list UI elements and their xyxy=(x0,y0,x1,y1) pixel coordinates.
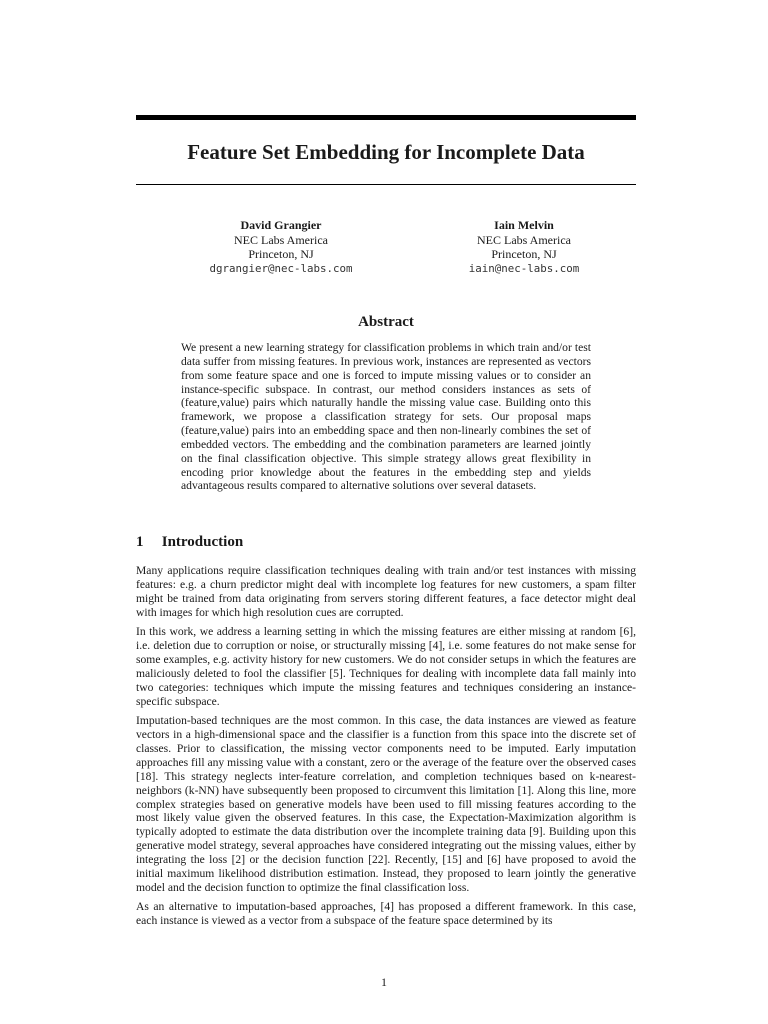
page-number: 1 xyxy=(381,975,387,989)
body-paragraph: In this work, we address a learning setting in which the missing features are either missing at random [6], i.e. deletion due to corruption or noise, or structurally missing [4], i.e. some features do not make sense for some examples, e.g. activity history for new customers. We do not consider setups in which the features are maliciously deleted to fool the classifier [5]. Techniques for dealing with incomplete data fall mainly into two categories: techniques which impute the missing features and techniques considering an instance-specific subspace. xyxy=(136,625,636,708)
author-email: dgrangier@nec-labs.com xyxy=(209,261,353,275)
author-location: Princeton, NJ xyxy=(491,247,557,261)
author-affiliation: NEC Labs America xyxy=(477,232,571,247)
title-bottom-rule xyxy=(136,184,636,185)
abstract-paragraph: We present a new learning strategy for classification problems in which train and/or test data suffer from missing features. In previous work, instances are represented as vectors from some feature space and one is forced to impute missing values or to consider an instance-specific subspace. In contrast, our method considers instances as sets of (feature,value) pairs which naturally handle the missing value case. Building onto this framework, we propose a classification strategy for sets. Our proposal maps (feature,value) pairs into an embedding space and then non-linearly combines the set of embedded vectors. The embedding and the combination parameters are learned jointly on the final classification objective. This simple strategy allows great flexibility in encoding prior knowledge about the features in the embedding step and yields advantageous results compared to alternative solutions over several datasets. xyxy=(181,341,591,493)
body-paragraph: As an alternative to imputation-based approaches, [4] has proposed a different framework. In this case, each instance is viewed as a vector from a subspace of the feature space determined by its xyxy=(136,900,636,928)
section-number: 1 xyxy=(136,534,144,550)
author-1 xyxy=(156,218,406,276)
author-email: iain@nec-labs.com xyxy=(468,261,580,275)
author-2 xyxy=(399,218,649,276)
author-block xyxy=(136,218,636,282)
section-heading xyxy=(136,533,636,551)
section-title: Introduction xyxy=(161,534,244,550)
body-paragraph: Imputation-based techniques are the most common. In this case, the data instances are viewed as feature vectors in a high-dimensional space and the classifier is a function from this space into the discrete set of classes. Prior to classification, the missing vector components need to be imputed. Early imputation approaches fill any missing value with a constant, zero or the average of the feature over the observed cases [18]. This strategy neglects inter-feature correlation, and completion techniques based on k-nearest-neighbors (k-NN) have subsequently been proposed to circumvent this limitation [1]. Along this line, more complex strategies based on generative models have been used to fill missing features according to the most likely value given the observed features. In this case, the Expectation-Maximization algorithm is typically adopted to estimate the data distribution over the incomplete training data [9]. Building upon this generative model strategy, several approaches have considered integrating out the missing values, either by integrating the loss [2] or the decision function [22]. Recently, [15] and [6] have proposed to avoid the initial maximum likelihood distribution estimation. Instead, they proposed to learn jointly the generative model and the decision function to optimize the final classification loss. xyxy=(136,714,636,894)
author-location: Princeton, NJ xyxy=(248,247,314,261)
title-top-rule xyxy=(136,115,636,120)
author-name: Iain Melvin xyxy=(494,218,554,232)
abstract-body xyxy=(181,341,591,493)
body-paragraph: Many applications require classification techniques dealing with train and/or test instances with missing features: e.g. a churn predictor might deal with incomplete log features for new customers, a spam filter might be trained from data originating from servers storing different features, a face detector might deal with images for which high resolution cues are corrupted. xyxy=(136,564,636,619)
author-name: David Grangier xyxy=(240,218,322,232)
abstract-heading: Abstract xyxy=(358,314,414,330)
paper-title: Feature Set Embedding for Incomplete Data xyxy=(187,140,585,164)
author-affiliation: NEC Labs America xyxy=(234,232,328,247)
section-body xyxy=(136,564,636,934)
